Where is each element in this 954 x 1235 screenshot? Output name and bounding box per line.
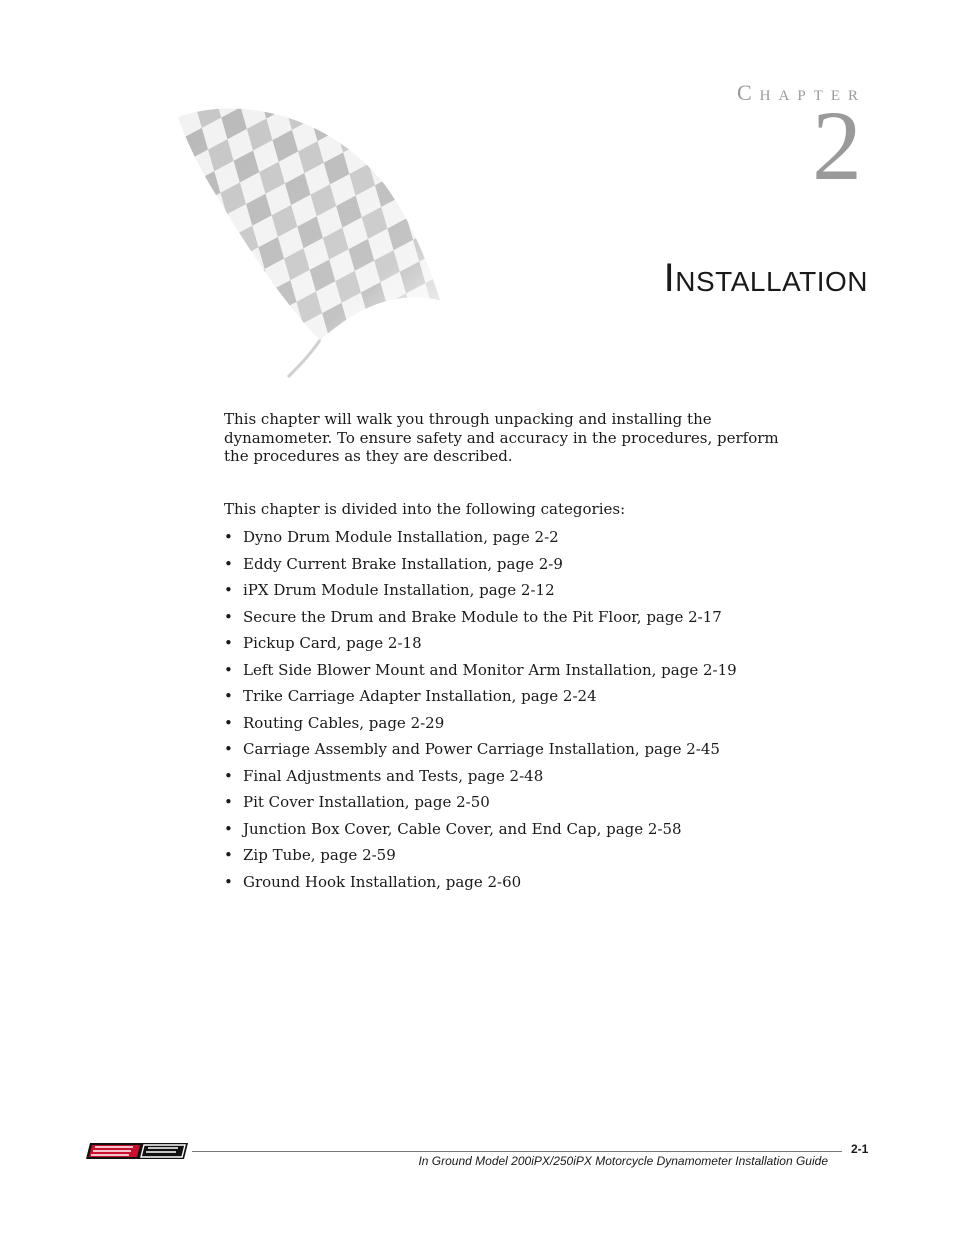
bullet: • [224,846,233,864]
list-item [224,526,737,553]
bullet: • [224,634,233,652]
list-item-label: Routing Cables, page 2-29 [243,713,445,732]
bullet: • [224,740,233,758]
bullet: • [224,554,233,573]
list-item-label: Ground Hook Installation, page 2-60 [243,872,522,891]
list-item-label: Pit Cover Installation, page 2-50 [243,793,490,811]
chapter-title: Installation [663,256,868,300]
list-item [224,738,737,765]
list-item-label: Left Side Blower Mount and Monitor Arm Installation, page 2-19 [243,660,737,679]
footer-rule [192,1151,842,1152]
list-item [224,712,737,739]
list-item [224,659,737,686]
list-item [224,579,737,606]
categories-lead: This chapter is divided into the following categories: [224,500,626,518]
list-item-label: Eddy Current Brake Installation, page 2-9 [243,554,563,573]
bullet: • [224,687,233,705]
list-item [224,606,737,633]
list-item [224,632,737,659]
list-item-label: Final Adjustments and Tests, page 2-48 [243,766,544,785]
list-item [224,818,737,845]
bullet: • [224,819,233,838]
list-item [224,844,737,871]
bullet: • [224,607,233,626]
bullet: • [224,581,233,599]
dynojet-logo [86,1142,190,1160]
list-item-label: Secure the Drum and Brake Module to the Pit Floor, page 2-17 [243,607,722,626]
list-item [224,791,737,818]
list-item [224,553,737,580]
list-item-label: Dyno Drum Module Installation, page 2-2 [243,528,559,546]
list-item [224,765,737,792]
bullet: • [224,872,233,891]
list-item-label: Zip Tube, page 2-59 [243,846,396,864]
bullet: • [224,766,233,785]
bullet: • [224,793,233,811]
list-item-label: Pickup Card, page 2-18 [243,634,422,652]
intro-paragraph: This chapter will walk you through unpacking and installing the dynamometer. To ensure safety and accuracy in the procedures, perform the procedures as they are described. [224,410,779,465]
chapter-label: Chapter [736,80,866,105]
page-number: 2-1 [851,1142,869,1156]
list-item [224,685,737,712]
chapter-number: 2 [812,90,862,201]
list-item-label: Carriage Assembly and Power Carriage Installation, page 2-45 [243,740,720,758]
list-item [224,871,737,898]
list-item-label: Trike Carriage Adapter Installation, page 2-24 [243,687,597,705]
list-item-label: iPX Drum Module Installation, page 2-12 [243,581,555,599]
category-list [224,526,737,897]
list-item-label: Junction Box Cover, Cable Cover, and End Cap, page 2-58 [243,819,682,838]
checkered-flag-icon [170,95,490,385]
bullet: • [224,660,233,679]
bullet: • [224,528,233,546]
bullet: • [224,713,233,732]
guide-title: In Ground Model 200iPX/250iPX Motorcycle Dynamometer Installation Guide [418,1154,828,1168]
